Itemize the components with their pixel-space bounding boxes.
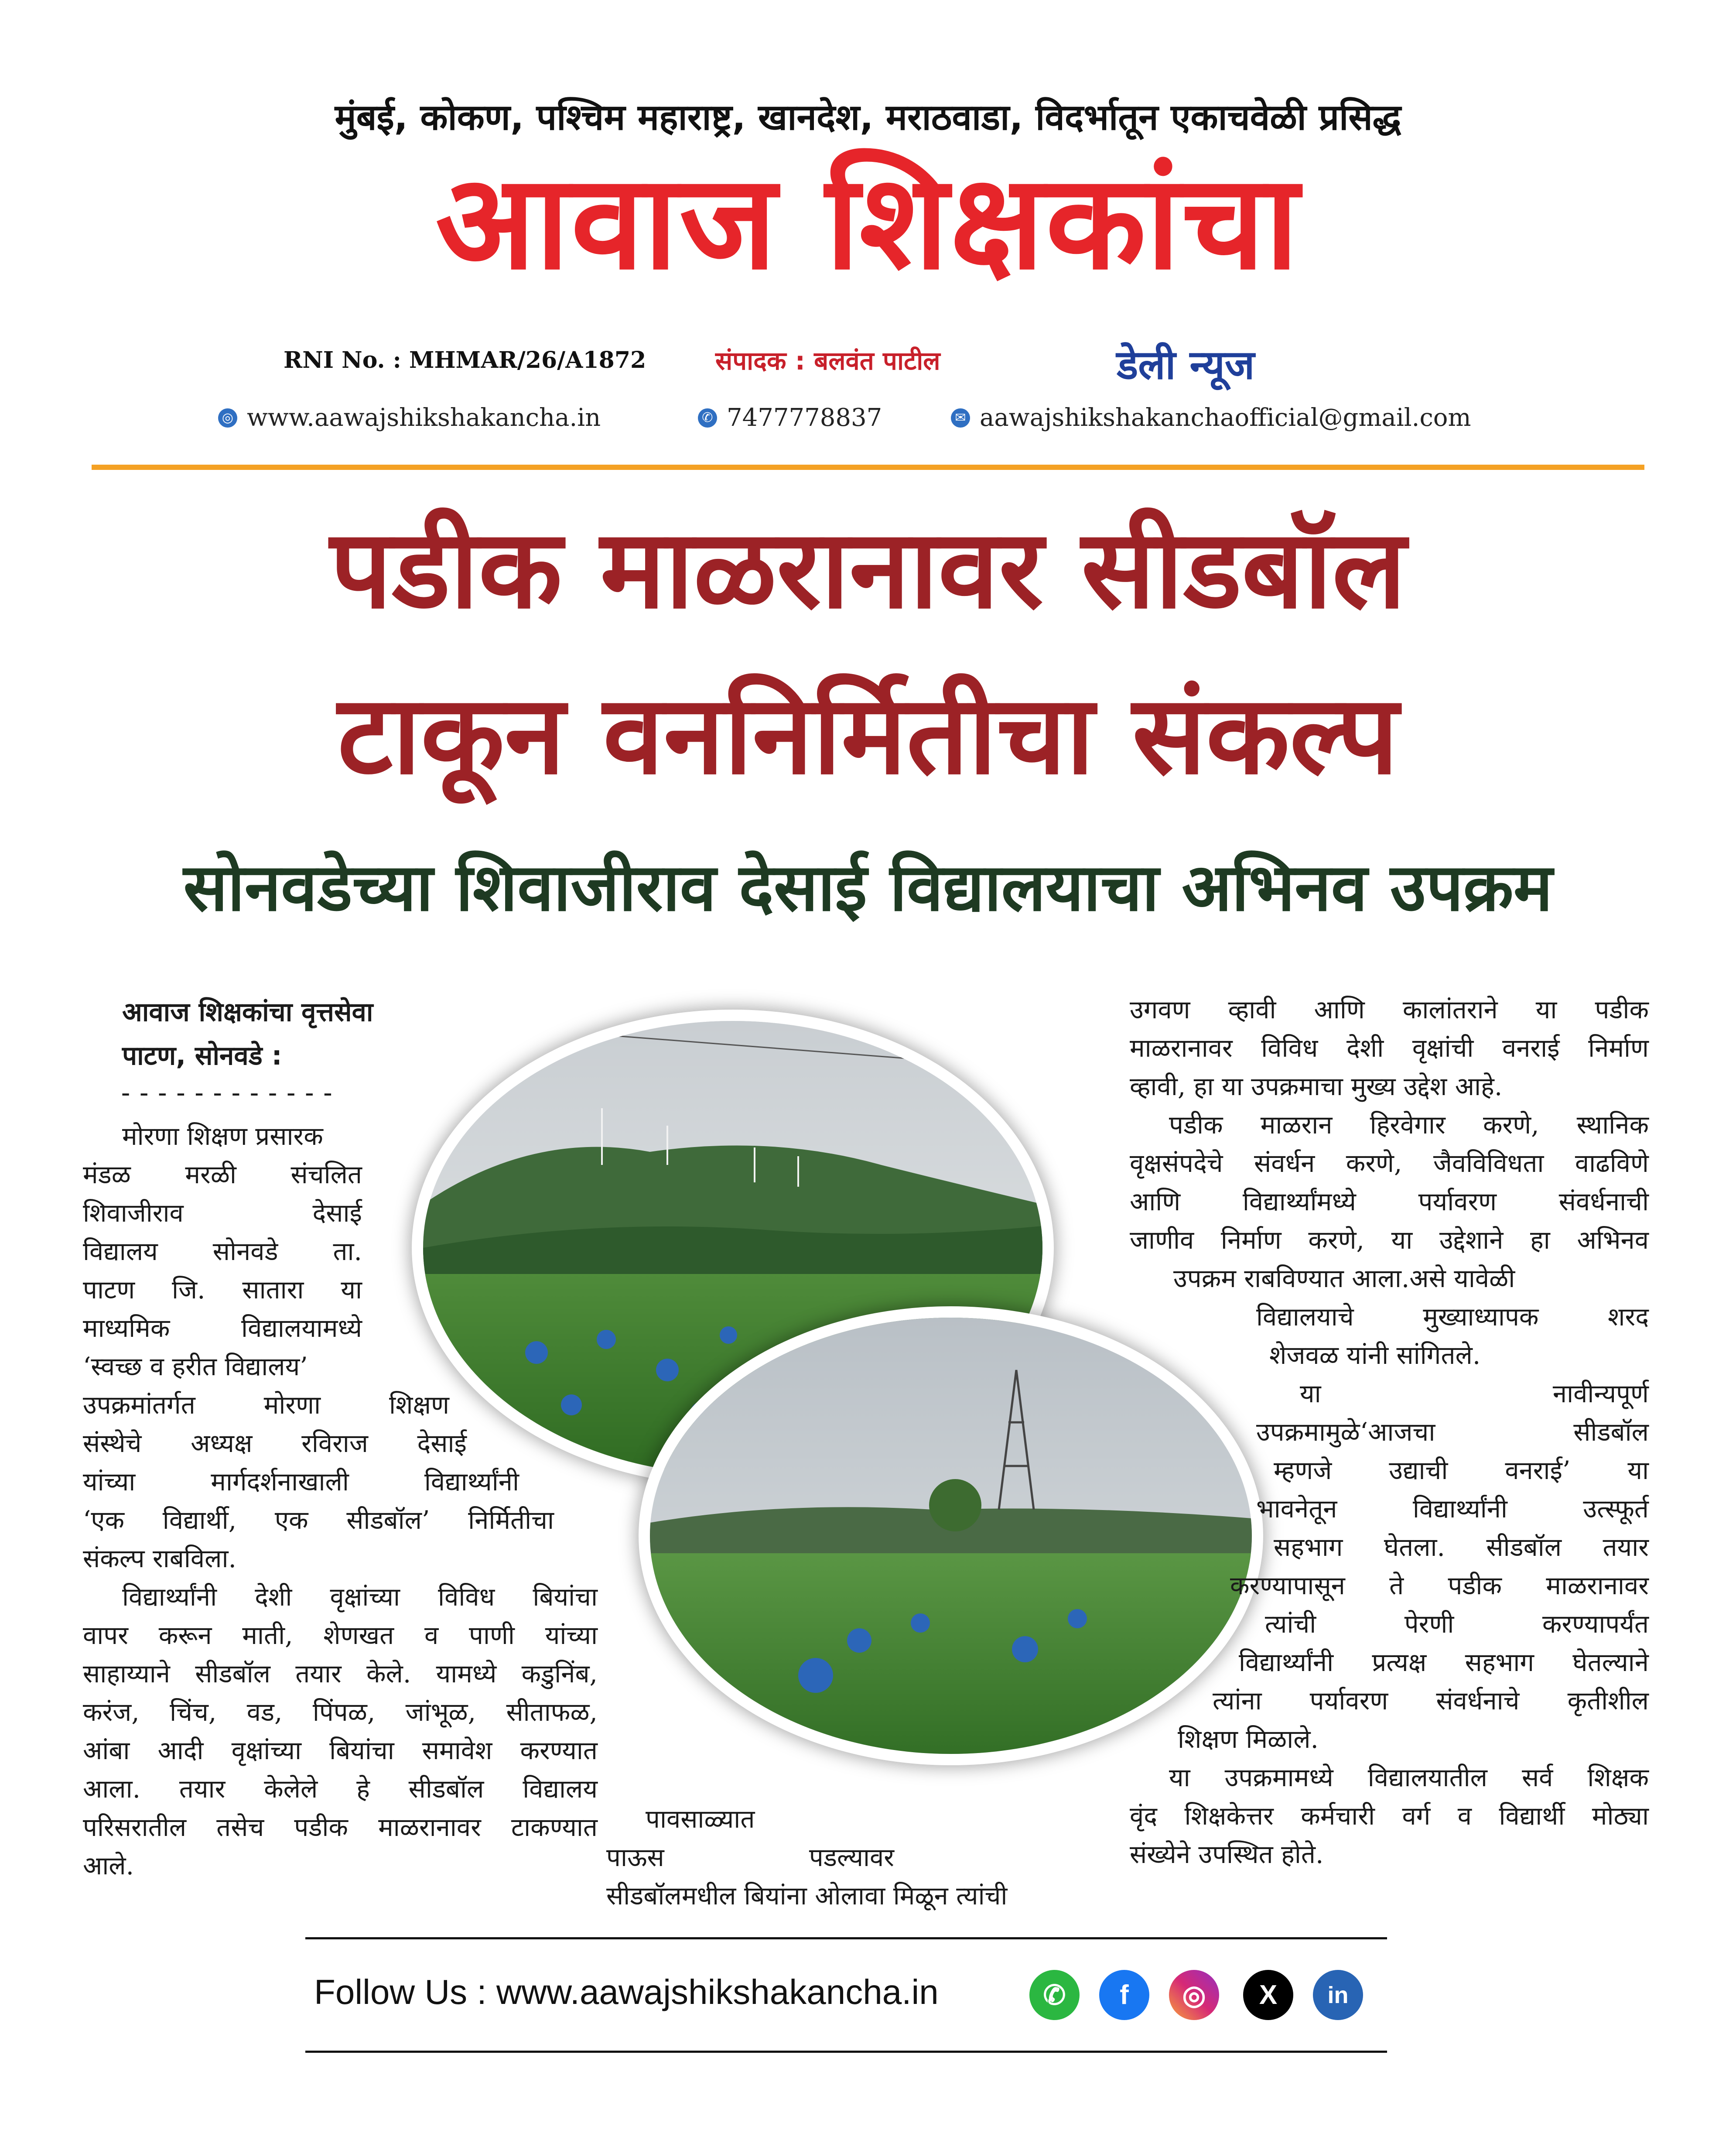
text-line: साहाय्याने सीडबॉल तयार केले. यामध्ये कडुनिंब,: [83, 1659, 598, 1688]
text-line: करण्यापासून ते पडीक माळरानावर: [1230, 1571, 1649, 1600]
byline: [122, 990, 373, 1078]
x-icon[interactable]: X: [1243, 1970, 1293, 2020]
text-line: आले.: [83, 1851, 134, 1880]
text-line: पडीक माळरान हिरवेगार करणे, स्थानिक: [1169, 1110, 1649, 1140]
footer-rule-bottom: [305, 2051, 1387, 2053]
text-line: शिक्षण मिळाले.: [1178, 1724, 1319, 1754]
byline-location: पाटण, सोनवडे :: [122, 1041, 282, 1071]
byline-separator: ------------: [118, 1078, 338, 1108]
text-line: पाटण जि. सातारा या: [83, 1275, 362, 1305]
footer-rule-top: [305, 1937, 1387, 1939]
follow-us-text[interactable]: Follow Us : www.aawajshikshakancha.in: [314, 1973, 939, 2011]
tagline: मुंबई, कोकण, पश्चिम महाराष्ट्र, खानदेश, मराठवाडा, विदर्भातून एकाचवेळी प्रसिद्ध: [335, 97, 1401, 138]
text-line: जाणीव निर्माण करणे, या उद्देशाने हा अभिनव: [1130, 1225, 1649, 1255]
phone-number[interactable]: 7477778837: [727, 404, 882, 432]
right-column-top: [1130, 990, 1649, 1259]
text-line: विद्यार्थ्यांनी प्रत्यक्ष सहभाग घेतल्याने: [1239, 1647, 1649, 1677]
edition-label: डेली न्यूज: [1117, 342, 1255, 388]
text-line: पाऊस पडल्यावर: [606, 1842, 894, 1872]
linkedin-icon[interactable]: in: [1313, 1970, 1363, 2020]
photo-2-illustration: [650, 1318, 1252, 1754]
text-line: या नावीन्यपूर्ण: [1300, 1379, 1649, 1408]
headline-line-2: टाकून वननिर्मितीचा संकल्प: [337, 671, 1399, 798]
text-line: संख्येने उपस्थित होते.: [1130, 1839, 1324, 1869]
text-line: शेजवळ यांनी सांगितले.: [1269, 1340, 1481, 1370]
text-line: मोरणा शिक्षण प्रसारक: [122, 1121, 323, 1151]
header-rule: [92, 465, 1644, 470]
facebook-icon[interactable]: f: [1099, 1970, 1149, 2020]
text-line: माध्यमिक विद्यालयामध्ये: [83, 1313, 362, 1343]
phone-icon: ✆: [698, 408, 717, 428]
rni-number: RNI No. : MHMAR/26/A1872: [284, 347, 646, 373]
middle-column: [606, 1800, 1108, 1915]
text-line: शिवाजीराव देसाई: [83, 1198, 362, 1228]
text-line: संस्थेचे अध्यक्ष रविराज देसाई: [83, 1428, 467, 1458]
right-column-bottom: [1130, 1758, 1649, 1873]
text-line: त्यांना पर्यावरण संवर्धनाचे कृतीशील: [1213, 1686, 1649, 1716]
text-line: विद्यालयाचे मुख्याध्यापक शरद: [1256, 1302, 1649, 1332]
text-line: वापर करून माती, शेणखत व पाणी यांच्या: [83, 1620, 598, 1650]
text-line: विद्यार्थ्यांनी देशी वृक्षांच्या विविध बियांचा: [122, 1582, 598, 1612]
text-line: म्हणजे उद्याची वनराई’ या: [1274, 1455, 1649, 1485]
text-line: ‘एक विद्यार्थी, एक सीडबॉल’ निर्मितीचा: [83, 1505, 554, 1535]
text-line: यांच्या मार्गदर्शनाखाली विद्यार्थ्यांनी: [83, 1467, 519, 1497]
students-field-photo-2: [650, 1318, 1252, 1754]
text-line: परिसरातील तसेच पडीक माळरानावर टाकण्यात: [83, 1812, 598, 1842]
text-line: आंबा आदी वृक्षांच्या बियांचा समावेश करण्यात: [83, 1736, 598, 1765]
mail-icon: ✉: [951, 408, 970, 428]
text-line: ‘स्वच्छ व हरीत विद्यालय’: [83, 1352, 308, 1381]
text-line: सीडबॉलमधील बियांना ओलावा मिळून त्यांची: [606, 1881, 1008, 1911]
website-link[interactable]: www.aawajshikshakancha.in: [247, 404, 601, 432]
whatsapp-icon[interactable]: ✆: [1029, 1970, 1080, 2020]
masthead-title: आवाज शिक्षकांचा: [435, 146, 1301, 298]
text-line: उपक्रमामुळे‘आजचा सीडबॉल: [1256, 1417, 1649, 1447]
text-line: उगवण व्हावी आणि कालांतराने या पडीक: [1130, 995, 1649, 1024]
right-column-middle: [1173, 1259, 1649, 1298]
subheadline: सोनवडेच्या शिवाजीराव देसाई विद्यालयाचा अभिनव उपक्रम: [183, 850, 1553, 926]
email-contact: [951, 404, 1471, 432]
editor-name: संपादक : बलवंत पाटील: [715, 346, 940, 376]
byline-agency: आवाज शिक्षकांचा वृत्तसेवा: [122, 997, 373, 1027]
phone-contact: [698, 404, 882, 432]
text-line: विद्यालय सोनवडे ता.: [83, 1236, 362, 1266]
email-address[interactable]: aawajshikshakanchaofficial@gmail.com: [980, 404, 1471, 432]
text-line: व्हावी, हा या उपक्रमाचा मुख्य उद्देश आहे.: [1130, 1072, 1503, 1101]
text-line: आणि विद्यार्थ्यांमध्ये पर्यावरण संवर्धनाची: [1130, 1187, 1649, 1216]
left-column-wide-1: [83, 1386, 554, 1578]
text-line: वृंद शिक्षकेत्तर कर्मचारी वर्ग व विद्यार्थी मोठ्या: [1130, 1801, 1649, 1831]
left-column-narrow: [83, 1117, 362, 1386]
headline-line-1: पडीक माळरानावर सीडबॉल: [330, 506, 1406, 633]
text-line: त्यांची पेरणी करण्यापर्यंत: [1265, 1609, 1649, 1639]
text-line: उपक्रम राबविण्यात आला.असे यावेळी: [1173, 1264, 1515, 1293]
text-line: या उपक्रमामध्ये विद्यालयातील सर्व शिक्षक: [1169, 1763, 1649, 1792]
text-line: मंडळ मरळी संचलित: [83, 1160, 362, 1189]
text-line: आला. तयार केलेले हे सीडबॉल विद्यालय: [83, 1774, 598, 1804]
left-column-wide-2: [83, 1578, 598, 1885]
text-line: माळरानावर विविध देशी वृक्षांची वनराई निर्माण: [1130, 1033, 1649, 1063]
text-line: करंज, चिंच, वड, पिंपळ, जांभूळ, सीताफळ,: [83, 1697, 598, 1727]
text-line: भावनेतून विद्यार्थ्यांनी उत्स्फूर्त: [1256, 1494, 1649, 1524]
text-line: सहभाग घेतला. सीडबॉल तयार: [1274, 1532, 1649, 1562]
text-line: पावसाळ्यात: [646, 1804, 755, 1834]
website-contact: [218, 404, 601, 432]
text-line: संकल्प राबविला.: [83, 1544, 236, 1573]
text-line: उपक्रमांतर्गत मोरणा शिक्षण: [83, 1390, 449, 1420]
text-line: वृक्षसंपदेचे संवर्धन करणे, जैवविविधता वाढविणे: [1130, 1148, 1649, 1178]
globe-icon: ◎: [218, 408, 237, 428]
instagram-icon[interactable]: ◎: [1169, 1970, 1219, 2020]
right-column-narrow: [1178, 1298, 1649, 1758]
